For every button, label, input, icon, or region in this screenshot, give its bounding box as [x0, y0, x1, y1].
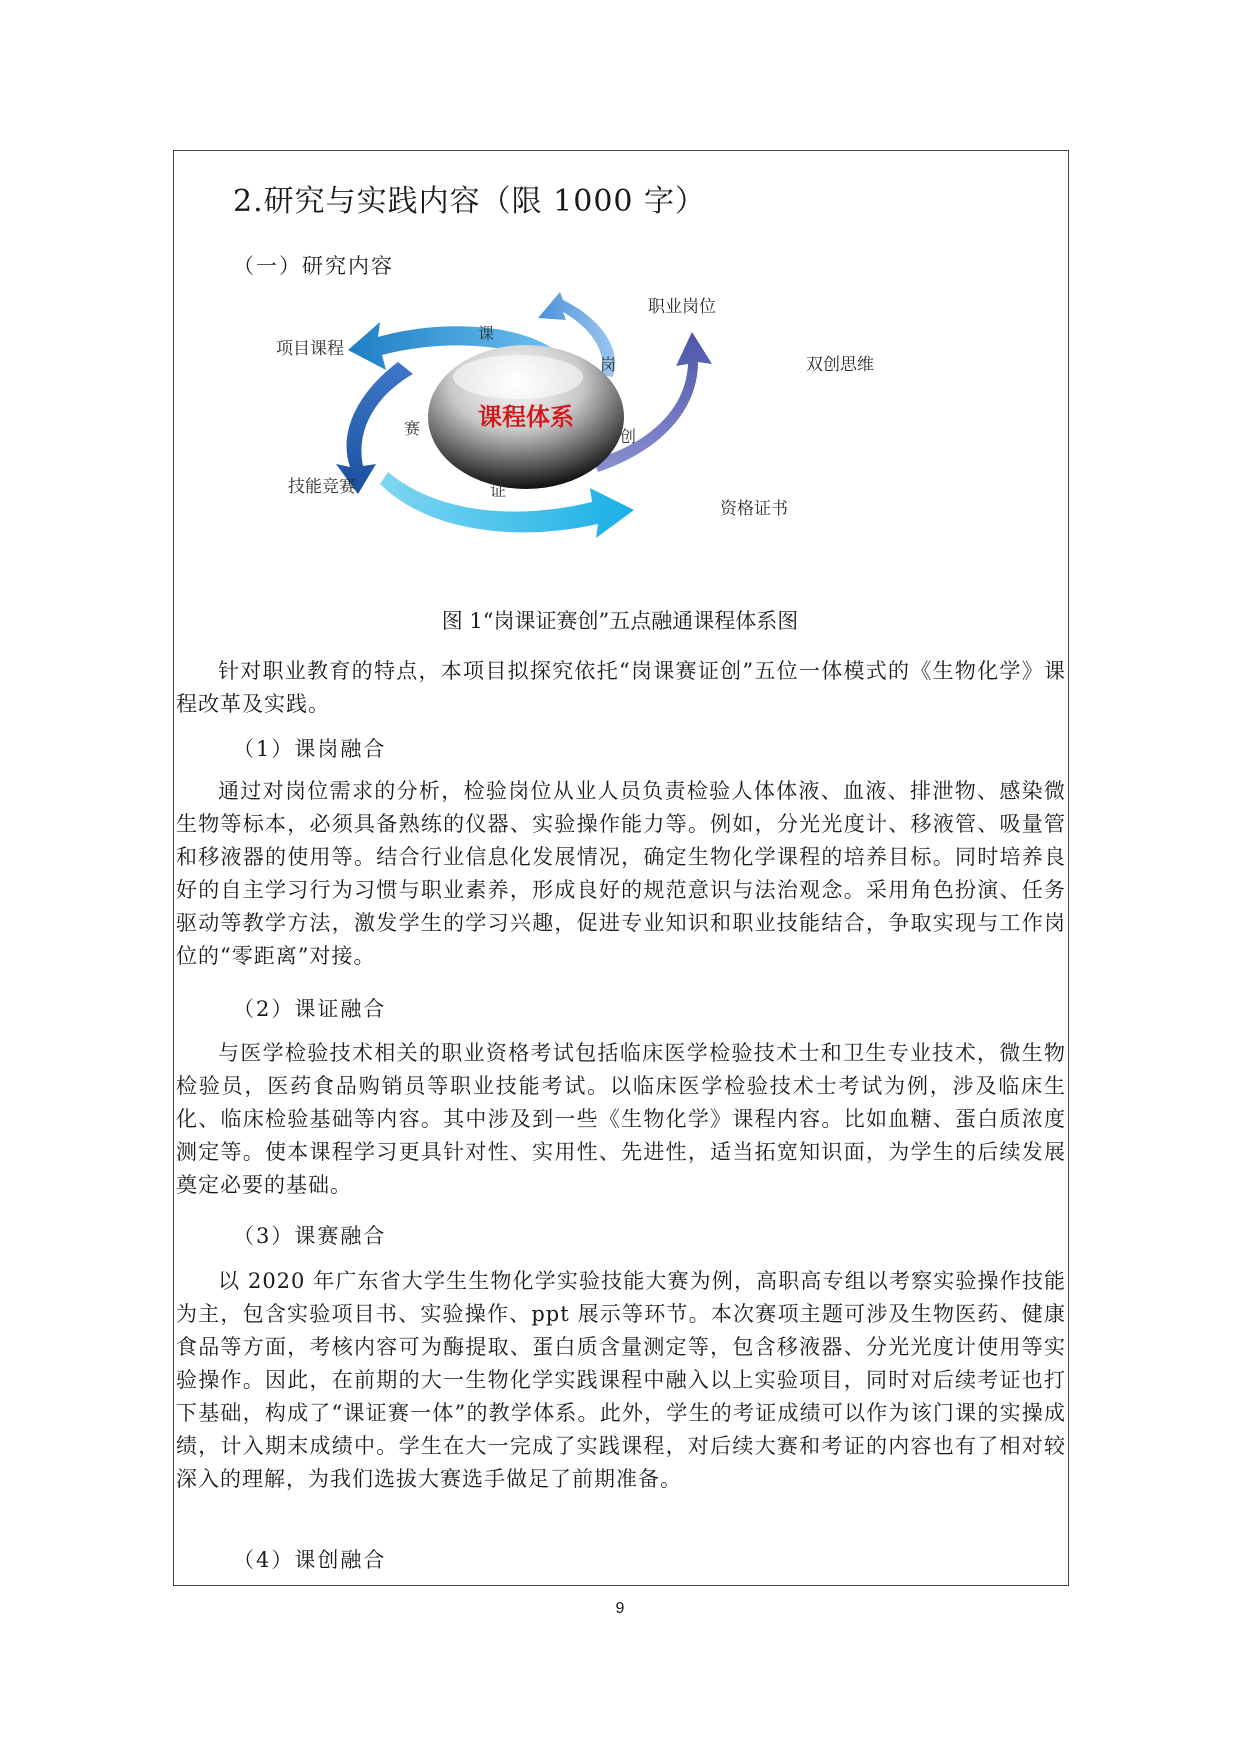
ring-char-zheng: 证 [490, 481, 507, 500]
label-skill-competition: 技能竞赛 [288, 477, 356, 497]
label-project-courses: 项目课程 [276, 339, 344, 359]
item-heading-3: （3）课赛融合 [233, 1224, 387, 1248]
label-certificates: 资格证书 [720, 499, 788, 519]
center-label: 课程体系 [478, 402, 574, 431]
label-job-positions: 职业岗位 [648, 297, 716, 317]
item-body-block-3 [176, 1265, 1066, 1496]
ring-char-gang: 岗 [600, 355, 617, 374]
intro-paragraph: 针对职业教育的特点，本项目拟探究依托“岗课赛证创”五位一体模式的《生物化学》课程改革及实践。 [176, 659, 1066, 716]
item-paragraph-2: 与医学检验技术相关的职业资格考试包括临床医学检验技术士和卫生专业技术，微生物检验员，医药食品购销员等职业技能考试。以临床医学检验技术士考试为例，涉及临床生化、临床检验基础等内容。其中涉及到一些《生物化学》课程内容。比如血糖、蛋白质浓度测定等。使本课程学习更具针对性、实用性、先进性，适当拓宽知识面，为学生的后续发展奠定必要的基础。 [176, 1041, 1066, 1197]
ring-char-sai: 赛 [404, 419, 421, 438]
curriculum-system-diagram [268, 292, 928, 582]
item-body-block-1 [176, 775, 1066, 973]
ring-char-chuang: 创 [620, 427, 637, 446]
item-heading-2: （2）课证融合 [233, 997, 387, 1021]
label-innovation-thinking: 双创思维 [806, 355, 874, 375]
figure-caption: 图 1“岗课证赛创”五点融通课程体系图 [441, 609, 799, 633]
center-sphere [428, 345, 624, 489]
item-paragraph-1: 通过对岗位需求的分析，检验岗位从业人员负责检验人体体液、血液、排泄物、感染微生物等标本，必须具备熟练的仪器、实验操作能力等。例如，分光光度计、移液管、吸量管和移液器的使用等。结合行业信息化发展情况，确定生物化学课程的培养目标。同时培养良好的自主学习行为习惯与职业素养，形成良好的规范意识与法治观念。采用角色扮演、任务驱动等教学方法，激发学生的学习兴趣，促进专业知识和职业技能结合，争取实现与工作岗位的“零距离”对接。 [176, 779, 1066, 968]
arrow-to-skill-competition [336, 362, 413, 494]
item-paragraph-3: 以 2020 年广东省大学生生物化学实验技能大赛为例，高职高专组以考察实验操作技能为主，包含实验项目书、实验操作、ppt 展示等环节。本次赛项主题可涉及生物医药、健康食品等方面，考核内容可为酶提取、蛋白质含量测定等，包含移液器、分光光度计使用等实验操作。因此，在前期的大一生物化学实践课程中融入以上实验项目，同时对后续考证也打下基础，构成了“课证赛一体”的教学体系。此外，学生的考证成绩可以作为该门课的实操成绩，计入期末成绩中。学生在大一完成了实践课程，对后续大赛和考证的内容也有了相对较深入的理解，为我们选拔大赛选手做足了前期准备。 [176, 1269, 1066, 1491]
item-heading-1: （1）课岗融合 [233, 737, 387, 761]
page-number: 9 [615, 1600, 625, 1617]
section-title: 2.研究与实践内容（限 1000 字） [233, 184, 707, 219]
item-heading-4: （4）课创融合 [233, 1548, 387, 1572]
research-content-heading: （一）研究内容 [233, 254, 394, 278]
intro-paragraph-block [176, 655, 1066, 721]
ring-char-ke: 课 [478, 324, 495, 343]
item-body-block-2 [176, 1037, 1066, 1202]
